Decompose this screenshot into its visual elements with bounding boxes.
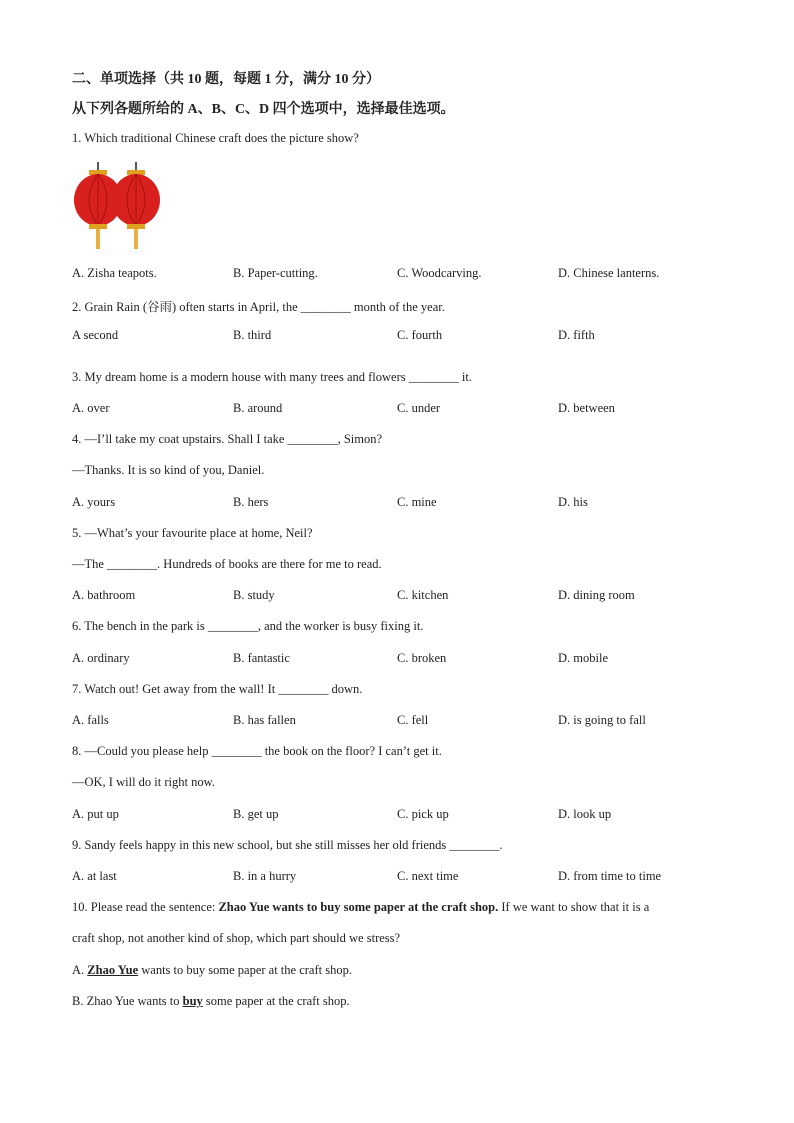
q10-suffix: If we want to show that it is a bbox=[498, 900, 650, 914]
q4-option-a: A. yours bbox=[72, 495, 116, 509]
question-9-stem: 9. Sandy feels happy in this new school, but she still misses her old friends ________. bbox=[72, 838, 503, 852]
question-1-stem: 1. Which traditional Chinese craft does the picture show? bbox=[72, 131, 359, 145]
q8-option-a: A. put up bbox=[72, 807, 119, 821]
question-8-stem: 8. —Could you please help ________ the book on the floor? I can’t get it. bbox=[72, 744, 442, 758]
q10-option-a bbox=[72, 963, 352, 978]
q8-option-d: D. look up bbox=[558, 807, 612, 821]
chinese-lanterns-icon bbox=[72, 160, 164, 252]
q10-option-b-rest: some paper at the craft shop. bbox=[202, 994, 350, 1008]
q1-option-c: C. Woodcarving. bbox=[397, 266, 482, 280]
q9-option-d: D. from time to time bbox=[558, 869, 662, 883]
q9-option-c: C. next time bbox=[397, 869, 459, 883]
question-10-stem-line2: craft shop, not another kind of shop, which part should we stress? bbox=[72, 931, 401, 945]
question-6-stem: 6. The bench in the park is ________, and the worker is busy fixing it. bbox=[72, 619, 424, 633]
question-2-stem: 2. Grain Rain (谷雨) often starts in April, the ________ month of the year. bbox=[72, 300, 445, 314]
question-5-stem: 5. —What’s your favourite place at home, Neil? bbox=[72, 526, 313, 540]
q8-option-c: C. pick up bbox=[397, 807, 449, 821]
q4-option-c: C. mine bbox=[397, 495, 437, 509]
q10-prefix: 10. Please read the sentence: bbox=[72, 900, 219, 914]
q9-option-b: B. in a hurry bbox=[233, 869, 297, 883]
q7-option-d: D. is going to fall bbox=[558, 713, 646, 727]
q2-option-b: B. third bbox=[233, 328, 272, 342]
q6-option-b: B. fantastic bbox=[233, 651, 290, 665]
section-instruction: 从下列各题所给的 A、B、C、D 四个选项中，选择最佳选项。 bbox=[72, 102, 455, 117]
question-4-reply: —Thanks. It is so kind of you, Daniel. bbox=[72, 463, 265, 477]
q9-option-a: A. at last bbox=[72, 869, 117, 883]
q3-option-a: A. over bbox=[72, 401, 110, 415]
q7-option-b: B. has fallen bbox=[233, 713, 296, 727]
q5-option-b: B. study bbox=[233, 588, 275, 602]
question-7-stem: 7. Watch out! Get away from the wall! It ________ down. bbox=[72, 682, 363, 696]
q10-option-a-rest: wants to buy some paper at the craft shop. bbox=[138, 963, 352, 977]
q7-option-a: A. falls bbox=[72, 713, 109, 727]
q2-option-c: C. fourth bbox=[397, 328, 443, 342]
q1-option-b: B. Paper-cutting. bbox=[233, 266, 318, 280]
q5-option-d: D. dining room bbox=[558, 588, 635, 602]
q2-option-d: D. fifth bbox=[558, 328, 595, 342]
question-8-reply: —OK, I will do it right now. bbox=[72, 775, 215, 789]
q10-option-b-stress: buy bbox=[182, 994, 203, 1008]
q3-option-d: D. between bbox=[558, 401, 615, 415]
q6-option-d: D. mobile bbox=[558, 651, 608, 665]
q10-option-a-label: A. bbox=[72, 963, 88, 977]
q6-option-a: A. ordinary bbox=[72, 651, 130, 665]
q1-option-a: A. Zisha teapots. bbox=[72, 266, 157, 280]
q10-option-b-label: B. Zhao Yue wants to bbox=[72, 994, 183, 1008]
q6-option-c: C. broken bbox=[397, 651, 447, 665]
q1-option-d: D. Chinese lanterns. bbox=[558, 266, 660, 280]
q10-option-a-stress: Zhao Yue bbox=[87, 963, 139, 977]
q10-option-b bbox=[72, 994, 350, 1009]
q4-option-d: D. his bbox=[558, 495, 588, 509]
q3-option-b: B. around bbox=[233, 401, 283, 415]
q2-option-a: A second bbox=[72, 328, 119, 342]
q10-sentence: Zhao Yue wants to buy some paper at the craft shop. bbox=[218, 900, 499, 914]
question-10-stem bbox=[72, 900, 649, 915]
q8-option-b: B. get up bbox=[233, 807, 279, 821]
question-4-stem: 4. —I’ll take my coat upstairs. Shall I take ________, Simon? bbox=[72, 432, 383, 446]
section-title: 二、单项选择（共 10 题，每题 1 分，满分 10 分） bbox=[72, 72, 380, 87]
q5-option-c: C. kitchen bbox=[397, 588, 449, 602]
q3-option-c: C. under bbox=[397, 401, 441, 415]
question-5-reply: —The ________. Hundreds of books are there for me to read. bbox=[72, 557, 382, 571]
question-3-stem: 3. My dream home is a modern house with many trees and flowers ________ it. bbox=[72, 370, 472, 384]
q5-option-a: A. bathroom bbox=[72, 588, 136, 602]
q7-option-c: C. fell bbox=[397, 713, 429, 727]
q4-option-b: B. hers bbox=[233, 495, 269, 509]
